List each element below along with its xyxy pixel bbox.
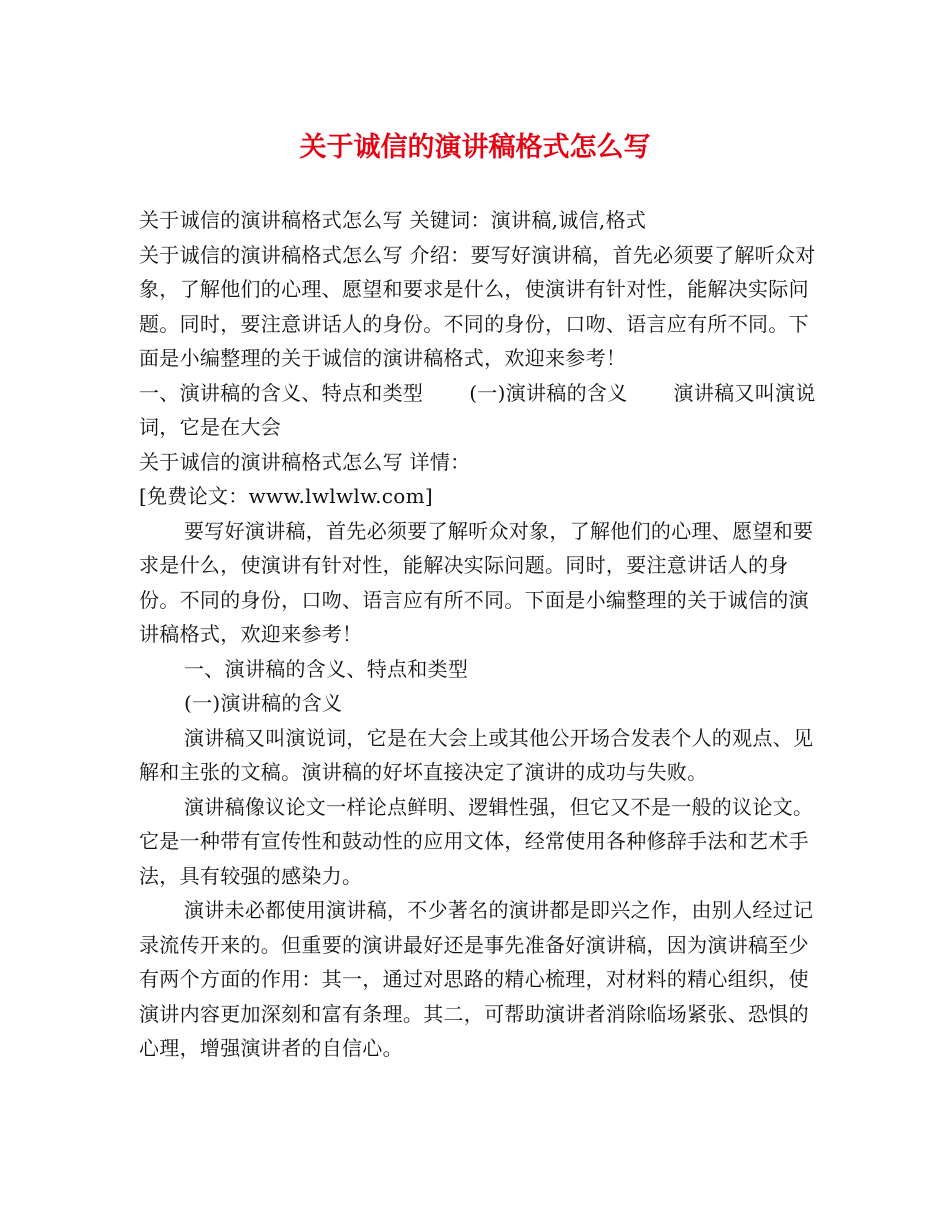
body-paragraph: 演讲稿像议论文一样论点鲜明、逻辑性强，但它又不是一般的议论文。它是一种带有宣传性和鼓动性的应用文体，经常使用各种修辞手法和艺术手法，具有较强的感染力。 <box>139 794 814 888</box>
document-body <box>139 203 819 1066</box>
body-paragraph: 演讲稿又叫演说词，它是在大会上或其他公开场合发表个人的观点、见解和主张的文稿。演讲稿的好坏直接决定了演讲的成功与失败。 <box>139 725 814 784</box>
summary-part-2: (一)演讲稿的含义 <box>469 380 628 405</box>
summary-part-1: 一、演讲稿的含义、特点和类型 <box>139 380 424 405</box>
section-heading: 一、演讲稿的含义、特点和类型 <box>184 656 469 681</box>
subsection-heading: (一)演讲稿的含义 <box>184 691 343 715</box>
summary-line <box>139 376 819 445</box>
body-paragraph: 要写好演讲稿，首先必须要了解听众对象，了解他们的心理、愿望和要求是什么，使演讲有针对性，能解决实际问题。同时，要注意讲话人的身份。不同的身份，口吻、语言应有所不同。下面是小编整理的关于诚信的演讲稿格式，欢迎来参考！ <box>139 518 814 646</box>
source-line: [免费论文：www.lwlwlw.com] <box>139 484 433 508</box>
keywords-line: 关于诚信的演讲稿格式怎么写 关键词：演讲稿,诚信,格式 <box>139 208 647 232</box>
body-paragraph: 演讲未必都使用演讲稿，不少著名的演讲都是即兴之作，由别人经过记录流传开来的。但重要的演讲最好还是事先准备好演讲稿，因为演讲稿至少有两个方面的作用：其一，通过对思路的精心梳理，对材料的精心组织，使演讲内容更加深刻和富有条理。其二，可帮助演讲者消除临场紧张、恐惧的心理，增强演讲者的自信心。 <box>139 898 814 1060</box>
intro-line: 关于诚信的演讲稿格式怎么写 介绍：要写好演讲稿，首先必须要了解听众对象，了解他们的心理、愿望和要求是什么，使演讲有针对性，能解决实际问题。同时，要注意讲话人的身份。不同的身份，口吻、语言应有所不同。下面是小编整理的关于诚信的演讲稿格式，欢迎来参考！ <box>139 242 816 370</box>
document-title: 关于诚信的演讲稿格式怎么写 <box>299 132 651 163</box>
summary-part-3: 演讲稿又叫演说词，它是在大会 <box>139 380 816 439</box>
details-line: 关于诚信的演讲稿格式怎么写 详情： <box>139 449 471 474</box>
